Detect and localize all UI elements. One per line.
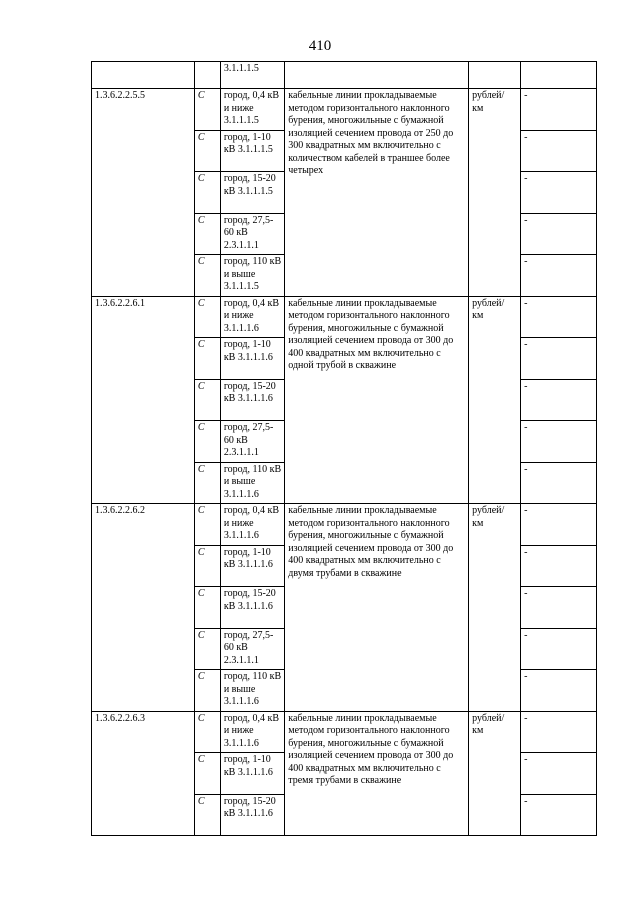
letter-cell: С — [194, 172, 220, 214]
location-cell: город, 1-10 кВ 3.1.1.1.6 — [220, 545, 284, 587]
letter-cell: С — [194, 213, 220, 255]
location-cell: город, 15-20 кВ 3.1.1.1.6 — [220, 587, 284, 629]
value-cell: - — [521, 89, 597, 131]
value-cell: - — [521, 379, 597, 421]
description-cell: кабельные линии прокладываемые методом горизонтального наклонного бурения, многожильные с бумажной изоляцией сечением провода от 250 до 300 квадратных мм включительно с количеством кабелей в траншее более четырех — [285, 89, 469, 297]
value-cell: - — [521, 587, 597, 629]
table-row — [92, 504, 597, 546]
table-row — [92, 89, 597, 131]
value-cell: - — [521, 628, 597, 670]
description-cell: кабельные линии прокладываемые методом горизонтального наклонного бурения, многожильные с бумажной изоляцией сечением провода от 300 до 400 квадратных мм включительно с одной трубой в скважине — [285, 296, 469, 504]
letter-cell: С — [194, 711, 220, 753]
value-cell: - — [521, 462, 597, 504]
description-cell — [285, 62, 469, 89]
location-cell: город, 27,5-60 кВ 2.3.1.1.1 — [220, 628, 284, 670]
letter-cell: С — [194, 794, 220, 836]
value-cell: - — [521, 670, 597, 712]
location-cell: город, 27,5-60 кВ 2.3.1.1.1 — [220, 213, 284, 255]
letter-cell: С — [194, 421, 220, 463]
location-cell: город, 0,4 кВ и ниже 3.1.1.1.6 — [220, 296, 284, 338]
location-cell: город, 15-20 кВ 3.1.1.1.6 — [220, 794, 284, 836]
value-cell: - — [521, 504, 597, 546]
letter-cell: С — [194, 545, 220, 587]
unit-cell — [469, 62, 521, 89]
location-cell: город, 110 кВ и выше 3.1.1.1.6 — [220, 670, 284, 712]
letter-cell: С — [194, 462, 220, 504]
table-row — [92, 296, 597, 338]
location-cell: город, 27,5-60 кВ 2.3.1.1.1 — [220, 421, 284, 463]
location-cell: город, 110 кВ и выше 3.1.1.1.5 — [220, 255, 284, 297]
unit-cell: рублей/ км — [469, 296, 521, 504]
value-cell: - — [521, 255, 597, 297]
letter-cell: С — [194, 338, 220, 380]
letter-cell: С — [194, 587, 220, 629]
location-cell: город, 15-20 кВ 3.1.1.1.6 — [220, 379, 284, 421]
unit-cell: рублей/ км — [469, 504, 521, 712]
location-cell: город, 0,4 кВ и ниже 3.1.1.1.5 — [220, 89, 284, 131]
tariff-table — [91, 61, 597, 836]
value-cell — [521, 62, 597, 89]
location-cell: город, 1-10 кВ 3.1.1.1.6 — [220, 753, 284, 795]
letter-cell: С — [194, 628, 220, 670]
description-cell: кабельные линии прокладываемые методом горизонтального наклонного бурения, многожильные с бумажной изоляцией сечением провода от 300 до 400 квадратных мм включительно с двумя трубами в скважине — [285, 504, 469, 712]
letter-cell: С — [194, 753, 220, 795]
location-cell: 3.1.1.1.5 — [220, 62, 284, 89]
description-cell: кабельные линии прокладываемые методом горизонтального наклонного бурения, многожильные с бумажной изоляцией сечением провода от 300 до 400 квадратных мм включительно с тремя трубами в скважине — [285, 711, 469, 836]
code-cell: 1.3.6.2.2.6.1 — [92, 296, 195, 504]
value-cell: - — [521, 130, 597, 172]
continuation-row — [92, 62, 597, 89]
value-cell: - — [521, 296, 597, 338]
value-cell: - — [521, 753, 597, 795]
letter-cell: С — [194, 504, 220, 546]
table-row — [92, 711, 597, 753]
value-cell: - — [521, 421, 597, 463]
location-cell: город, 110 кВ и выше 3.1.1.1.6 — [220, 462, 284, 504]
value-cell: - — [521, 338, 597, 380]
location-cell: город, 15-20 кВ 3.1.1.1.5 — [220, 172, 284, 214]
location-cell: город, 0,4 кВ и ниже 3.1.1.1.6 — [220, 504, 284, 546]
code-cell: 1.3.6.2.2.6.2 — [92, 504, 195, 712]
value-cell: - — [521, 545, 597, 587]
unit-cell: рублей/ км — [469, 711, 521, 836]
letter-cell: С — [194, 379, 220, 421]
letter-cell — [194, 62, 220, 89]
letter-cell: С — [194, 89, 220, 131]
letter-cell: С — [194, 670, 220, 712]
location-cell: город, 0,4 кВ и ниже 3.1.1.1.6 — [220, 711, 284, 753]
value-cell: - — [521, 172, 597, 214]
letter-cell: С — [194, 296, 220, 338]
code-cell: 1.3.6.2.2.6.3 — [92, 711, 195, 836]
location-cell: город, 1-10 кВ 3.1.1.1.5 — [220, 130, 284, 172]
page-number: 410 — [308, 38, 332, 54]
letter-cell: С — [194, 255, 220, 297]
value-cell: - — [521, 213, 597, 255]
unit-cell: рублей/ км — [469, 89, 521, 297]
location-cell: город, 1-10 кВ 3.1.1.1.6 — [220, 338, 284, 380]
value-cell: - — [521, 711, 597, 753]
code-cell: 1.3.6.2.2.5.5 — [92, 89, 195, 297]
code-cell — [92, 62, 195, 89]
value-cell: - — [521, 794, 597, 836]
letter-cell: С — [194, 130, 220, 172]
